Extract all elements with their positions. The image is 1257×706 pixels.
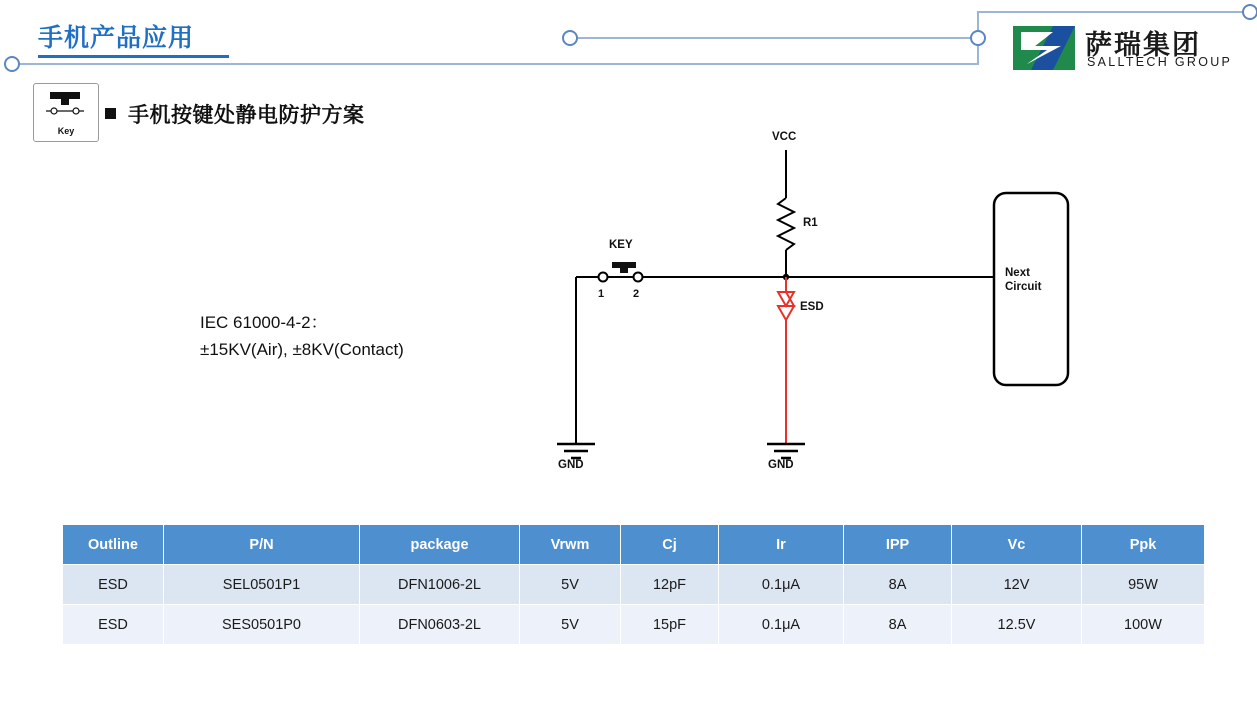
- cell-ppk: 95W: [1082, 565, 1205, 605]
- column-header-ir: Ir: [719, 525, 844, 565]
- column-header-ipp: IPP: [844, 525, 952, 565]
- cell-ir: 0.1μA: [719, 565, 844, 605]
- cell-package: DFN0603-2L: [360, 605, 520, 645]
- label-next-circuit-line2: Circuit: [1005, 281, 1042, 293]
- label-gnd-right: GND: [768, 459, 794, 471]
- page-title: 手机产品应用: [38, 24, 195, 52]
- label-gnd-left: GND: [558, 459, 584, 471]
- column-header-ppk: Ppk: [1082, 525, 1205, 565]
- label-next-circuit-line1: Next: [1005, 267, 1030, 279]
- table-header-row: [63, 525, 1205, 565]
- cell-pn: SES0501P0: [164, 605, 360, 645]
- cell-package: DFN1006-2L: [360, 565, 520, 605]
- cell-vrwm: 5V: [520, 565, 621, 605]
- iec-note-line2: ±15KV(Air), ±8KV(Contact): [200, 340, 404, 359]
- column-header-cj: Cj: [621, 525, 719, 565]
- column-header-package: package: [360, 525, 520, 565]
- column-header-outline: Outline: [63, 525, 164, 565]
- cell-ppk: 100W: [1082, 605, 1205, 645]
- section-heading: 手机按键处静电防护方案: [128, 104, 365, 127]
- cell-vc: 12V: [952, 565, 1082, 605]
- cell-pn: SEL0501P1: [164, 565, 360, 605]
- cell-ipp: 8A: [844, 565, 952, 605]
- logo-english-name: SALLTECH GROUP: [1087, 55, 1233, 69]
- label-pin-1: 1: [598, 288, 605, 300]
- column-header-vc: Vc: [952, 525, 1082, 565]
- cell-vrwm: 5V: [520, 605, 621, 645]
- label-esd: ESD: [800, 301, 824, 313]
- key-icon-label: Key: [57, 126, 75, 136]
- label-r1: R1: [803, 217, 818, 229]
- table-row: [63, 605, 1205, 645]
- logo-chinese-name: 萨瑞集团: [1085, 30, 1201, 60]
- table-row: [63, 565, 1205, 605]
- cell-ir: 0.1μA: [719, 605, 844, 645]
- cell-outline: ESD: [63, 565, 164, 605]
- column-header-pn: P/N: [164, 525, 360, 565]
- iec-note-line1: IEC 61000-4-2：: [200, 313, 328, 332]
- cell-vc: 12.5V: [952, 605, 1082, 645]
- cell-outline: ESD: [63, 605, 164, 645]
- label-vcc: VCC: [772, 131, 797, 143]
- column-header-vrwm: Vrwm: [520, 525, 621, 565]
- spec-table: [62, 524, 1205, 645]
- cell-cj: 12pF: [621, 565, 719, 605]
- label-pin-2: 2: [633, 288, 640, 300]
- label-key: KEY: [609, 239, 633, 251]
- cell-ipp: 8A: [844, 605, 952, 645]
- cell-cj: 15pF: [621, 605, 719, 645]
